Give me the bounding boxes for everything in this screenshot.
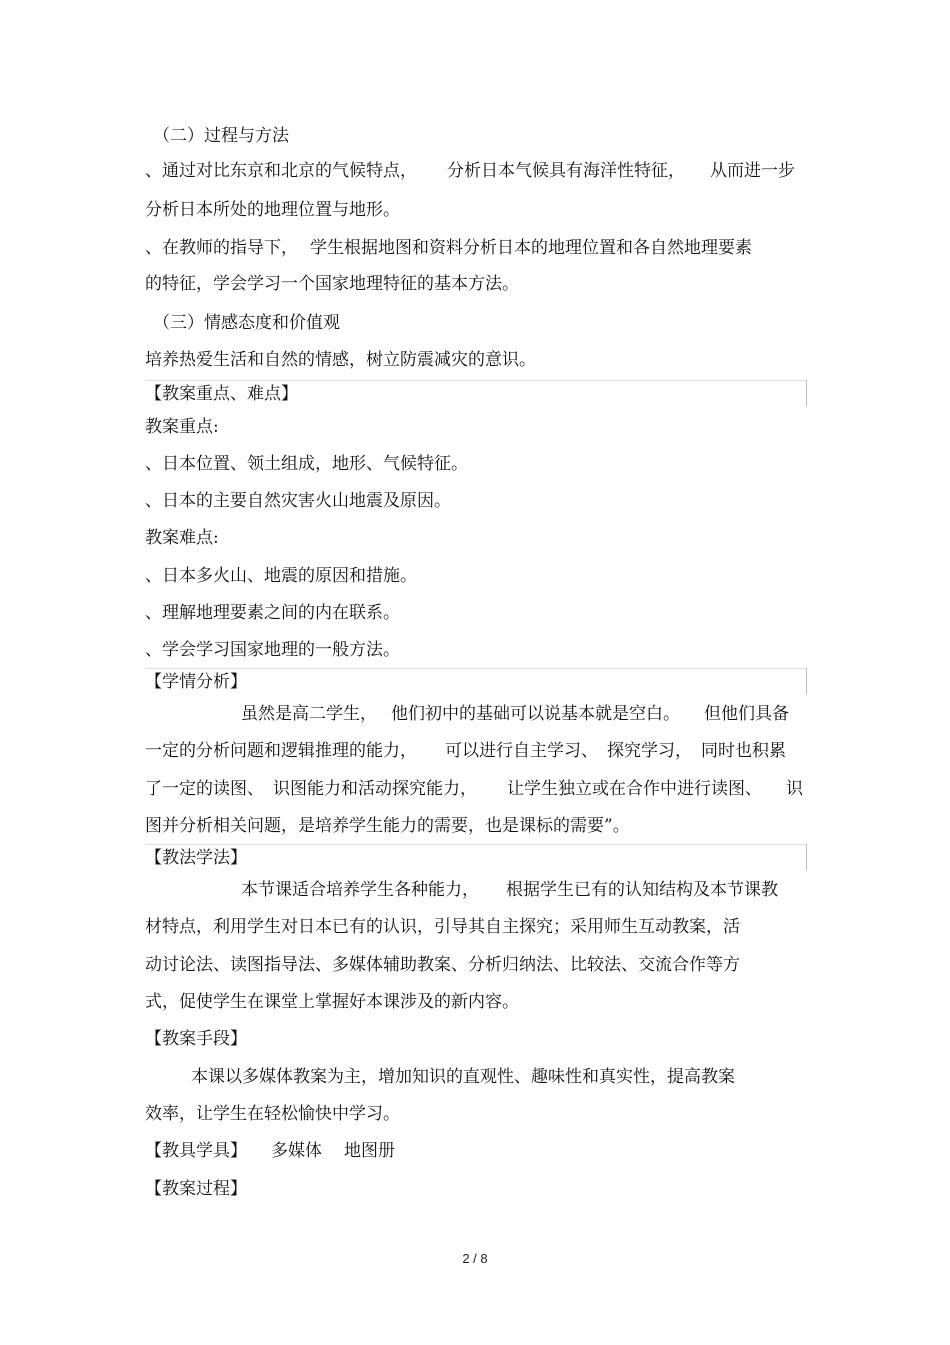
text-segment: 、通过对比东京和北京的气候特点，	[145, 161, 417, 181]
paragraph-line: 的特征，学会学习一个国家地理特征的基本方法。	[145, 274, 519, 294]
paragraph-line: 效率，让学生在轻松愉快中学习。	[145, 1104, 400, 1124]
paragraph-line	[145, 778, 803, 800]
section-title-process: 【教案过程】	[145, 1179, 247, 1199]
paragraph-line: 动讨论法、读图指导法、多媒体辅助教案、分析归纳法、比较法、交流合作等方	[145, 955, 740, 975]
text-segment: 探究学习，	[607, 741, 692, 761]
text-segment: 分析日本气候具有海洋性特征，	[447, 161, 685, 181]
paragraph-line: 式，促使学生在课堂上掌握好本课涉及的新内容。	[145, 992, 519, 1012]
table-border	[806, 380, 807, 407]
list-item: 、日本位置、领土组成，地形、气候特征。	[145, 454, 468, 474]
tool-item: 地图册	[344, 1141, 395, 1161]
paragraph-line	[241, 879, 778, 901]
list-item: 、学会学习国家地理的一般方法。	[145, 640, 400, 660]
section-title-means: 【教案手段】	[145, 1029, 247, 1049]
table-border	[806, 668, 807, 695]
paragraph-line: 培养热爱生活和自然的情感，树立防震减灾的意识。	[145, 350, 536, 370]
section-title-key-points: 【教案重点、难点】	[145, 384, 298, 404]
label-focus: 教案重点:	[145, 417, 219, 437]
tools-line	[145, 1140, 395, 1162]
table-border	[145, 668, 807, 669]
table-border	[145, 844, 807, 845]
text-segment: 他们初中的基础可以说基本就是空白。	[391, 704, 680, 724]
text-segment: 根据学生已有的认知结构及本节课教	[506, 880, 778, 900]
text-segment: 、在教师的指导下，	[145, 238, 298, 258]
paragraph-line: 本课以多媒体教案为主，增加知识的直观性、趣味性和真实性，提高教案	[191, 1067, 735, 1087]
text-segment: 可以进行自主学习、	[445, 741, 598, 761]
table-border	[806, 844, 807, 871]
list-item: 、理解地理要素之间的内在联系。	[145, 603, 400, 623]
paragraph-line: 图并分析相关问题，是培养学生能力的需要，也是课标的需要”。	[145, 816, 630, 836]
tool-item: 多媒体	[271, 1141, 322, 1161]
section-title-student-analysis: 【学情分析】	[145, 672, 247, 692]
section-title-tools: 【教具学具】	[145, 1141, 247, 1161]
section-heading-emotion: （三）情感态度和价值观	[153, 313, 340, 333]
section-heading-process: （二）过程与方法	[153, 126, 289, 146]
paragraph-line: 分析日本所处的地理位置与地形。	[145, 200, 400, 220]
text-segment: 了一定的读图、	[145, 779, 264, 799]
paragraph-line	[145, 160, 795, 182]
text-segment: 从而进一步	[710, 161, 795, 181]
text-segment: 识	[786, 779, 803, 799]
list-item: 、日本的主要自然灾害火山地震及原因。	[145, 491, 451, 511]
page-number: 2 / 8	[462, 1251, 488, 1266]
text-segment: 识图能力和活动探究能力，	[273, 779, 477, 799]
paragraph-line	[145, 237, 752, 259]
text-segment: 学生根据地图和资料分析日本的地理位置和各自然地理要素	[310, 238, 752, 258]
text-segment: 虽然是高二学生，	[241, 704, 377, 724]
text-segment: 同时也积累	[701, 741, 786, 761]
text-segment: 但他们具备	[704, 704, 789, 724]
text-segment: 让学生独立或在合作中进行读图、	[507, 779, 762, 799]
table-border	[145, 380, 807, 381]
paragraph-line	[241, 703, 789, 725]
section-title-methods: 【教法学法】	[145, 848, 247, 868]
text-segment: 本节课适合培养学生各种能力，	[241, 880, 479, 900]
paragraph-line: 材特点，利用学生对日本已有的认识，引导其自主探究；采用师生互动教案，活	[145, 917, 740, 937]
label-difficulty: 教案难点:	[145, 528, 219, 548]
paragraph-line	[145, 740, 786, 762]
list-item: 、日本多火山、地震的原因和措施。	[145, 566, 417, 586]
text-segment: 一定的分析问题和逻辑推理的能力，	[145, 741, 417, 761]
